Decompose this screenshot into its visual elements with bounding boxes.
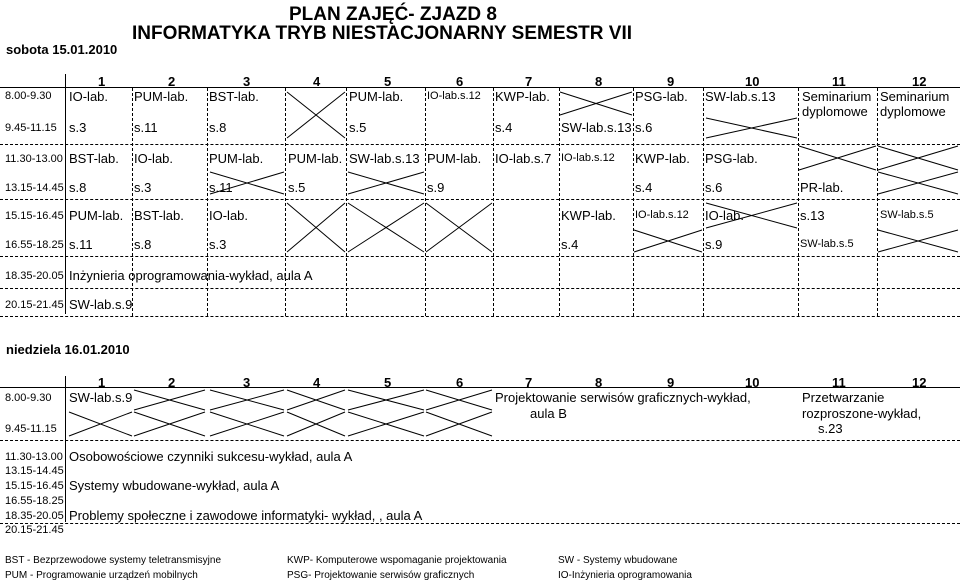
schedule-cell: KWP-lab. [635, 151, 690, 166]
saturday-time: 11.30-13.00 [5, 153, 63, 165]
legend-item: PSG- Projektowanie serwisów graficznych [287, 570, 475, 581]
schedule-cell: PR-lab. [800, 180, 844, 195]
schedule-cell: s.8 [134, 237, 152, 252]
saturday-time: 9.45-11.15 [5, 122, 57, 134]
schedule-cell: IO-lab. [209, 208, 249, 223]
saturday-group-header-8: 8 [595, 74, 603, 89]
schedule-cell: s.9 [705, 237, 723, 252]
legend-item: KWP- Komputerowe wspomaganie projektowania [287, 555, 507, 566]
schedule-cell: IO-lab.s.7 [495, 151, 552, 166]
schedule-cell: s.4 [495, 120, 513, 135]
sunday-group-header-6: 6 [456, 375, 464, 390]
sunday-group-header-10: 10 [745, 375, 760, 390]
sunday-time: 13.15-14.45 [5, 465, 64, 477]
schedule-cell: IO-lab.s.12 [561, 152, 615, 164]
schedule-cell: s.9 [427, 180, 445, 195]
sunday-group-header-1: 1 [98, 375, 106, 390]
lecture-cell: rozproszone-wykład, [802, 406, 922, 421]
saturday-group-header-1: 1 [98, 74, 106, 89]
schedule-cell: s.11 [69, 237, 93, 252]
schedule-cell: s.4 [561, 237, 579, 252]
saturday-group-header-6: 6 [456, 74, 464, 89]
schedule-cell: PSG-lab. [705, 151, 758, 166]
sunday-group-header-2: 2 [168, 375, 176, 390]
sunday-label: niedziela 16.01.2010 [6, 342, 130, 357]
schedule-cell: PSG-lab. [635, 89, 688, 104]
schedule-cell: IO-lab.s.12 [427, 90, 481, 102]
schedule-cell: PUM-lab. [288, 151, 343, 166]
saturday-time: 18.35-20.05 [5, 270, 64, 282]
legend-item: BST - Bezprzewodowe systemy teletransmisyjne [5, 555, 222, 566]
schedule-cell: s.8 [209, 120, 227, 135]
sunday-group-header-3: 3 [243, 375, 251, 390]
schedule-cell: PUM-lab. [69, 208, 124, 223]
sunday-time: 9.45-11.15 [5, 423, 57, 435]
saturday-group-header-3: 3 [243, 74, 251, 89]
schedule-cell: IO-lab. [134, 151, 174, 166]
schedule-cell: SW-lab.s.13 [561, 120, 632, 135]
schedule-cell: PUM-lab. [134, 89, 189, 104]
sunday-time: 8.00-9.30 [5, 392, 52, 404]
schedule-cell: s.3 [134, 180, 152, 195]
saturday-group-header-11: 11 [832, 74, 846, 89]
lecture-cell: Projektowanie serwisów graficznych-wykład, [495, 390, 751, 405]
schedule-cell: BST-lab. [209, 89, 259, 104]
schedule-cell: SW-lab.s.9 [69, 390, 133, 405]
saturday-time: 13.15-14.45 [5, 182, 64, 194]
schedule-cell: SW-lab.s.9 [69, 297, 133, 312]
schedule-cell: s.5 [288, 180, 306, 195]
schedule-cell: IO-lab.s.12 [635, 209, 689, 221]
legend-item: IO-Inżynieria oprogramowania [558, 570, 692, 581]
saturday-time: 16.55-18.25 [5, 239, 64, 251]
saturday-group-header-2: 2 [168, 74, 176, 89]
saturday-group-header-5: 5 [384, 74, 392, 89]
schedule-cell: Seminarium dyplomowe [802, 89, 872, 119]
schedule-cell: SW-lab.s.13 [705, 89, 776, 104]
legend-item: PUM - Programowanie urządzeń mobilnych [5, 570, 198, 581]
lecture-cell: aula B [530, 406, 567, 421]
schedule-cell: PUM-lab. [349, 89, 404, 104]
lecture-cell: Inżynieria oprogramowania-wykład, aula A [69, 268, 313, 283]
schedule-cell: s.4 [635, 180, 653, 195]
sunday-group-header-8: 8 [595, 375, 603, 390]
schedule-cell: s.11 [209, 180, 233, 195]
schedule-cell: PUM-lab. [209, 151, 264, 166]
schedule-cell: SW-lab.s.5 [880, 209, 934, 221]
title-line-1: PLAN ZAJĘĆ- ZJAZD 8 [289, 4, 497, 25]
lecture-cell: Osobowościowe czynniki sukcesu-wykład, aula A [69, 449, 353, 464]
saturday-group-header-9: 9 [667, 74, 675, 89]
schedule-cell: s.8 [69, 180, 87, 195]
legend-item: SW - Systemy wbudowane [558, 555, 678, 566]
lecture-cell: Systemy wbudowane-wykład, aula A [69, 478, 280, 493]
schedule-cell: SW-lab.s.5 [800, 238, 854, 250]
schedule-cell: BST-lab. [134, 208, 184, 223]
sunday-group-header-4: 4 [313, 375, 321, 390]
schedule-cell: KWP-lab. [561, 208, 616, 223]
saturday-time: 8.00-9.30 [5, 90, 52, 102]
sunday-time: 20.15-21.45 [5, 524, 64, 536]
schedule-cell: s.6 [635, 120, 653, 135]
sunday-group-header-12: 12 [912, 375, 927, 390]
saturday-group-header-7: 7 [525, 74, 533, 89]
schedule-cell: SW-lab.s.13 [349, 151, 420, 166]
sunday-group-header-9: 9 [667, 375, 675, 390]
saturday-label: sobota 15.01.2010 [6, 42, 118, 57]
saturday-time: 20.15-21.45 [5, 299, 64, 311]
lecture-cell: Przetwarzanie [802, 390, 885, 405]
sunday-time: 11.30-13.00 [5, 451, 63, 463]
sunday-group-header-11: 11 [832, 375, 846, 390]
schedule-cell: s.13 [800, 208, 825, 223]
saturday-time: 15.15-16.45 [5, 210, 64, 222]
schedule-cell: PUM-lab. [427, 151, 482, 166]
sunday-group-header-7: 7 [525, 375, 533, 390]
schedule-cell: IO-lab. [705, 208, 745, 223]
lecture-cell: Problemy społeczne i zawodowe informatyki- wykład, , aula A [69, 508, 423, 523]
schedule-cell: BST-lab. [69, 151, 119, 166]
lecture-cell: s.23 [818, 421, 843, 436]
schedule-cell: IO-lab. [69, 89, 109, 104]
saturday-group-header-12: 12 [912, 74, 927, 89]
sunday-time: 15.15-16.45 [5, 480, 64, 492]
schedule-cell: Seminarium dyplomowe [880, 89, 950, 119]
schedule-cell: s.11 [134, 120, 158, 135]
sunday-time: 16.55-18.25 [5, 495, 64, 507]
schedule-cell: KWP-lab. [495, 89, 550, 104]
schedule-cell: s.3 [209, 237, 227, 252]
saturday-group-header-4: 4 [313, 74, 321, 89]
sunday-time: 18.35-20.05 [5, 510, 64, 522]
title-line-2: INFORMATYKA TRYB NIESTACJONARNY SEMESTR VII [132, 23, 633, 44]
schedule-cell: s.5 [349, 120, 367, 135]
schedule-cell: s.3 [69, 120, 87, 135]
saturday-group-header-10: 10 [745, 74, 760, 89]
schedule-cell: s.6 [705, 180, 723, 195]
sunday-group-header-5: 5 [384, 375, 392, 390]
